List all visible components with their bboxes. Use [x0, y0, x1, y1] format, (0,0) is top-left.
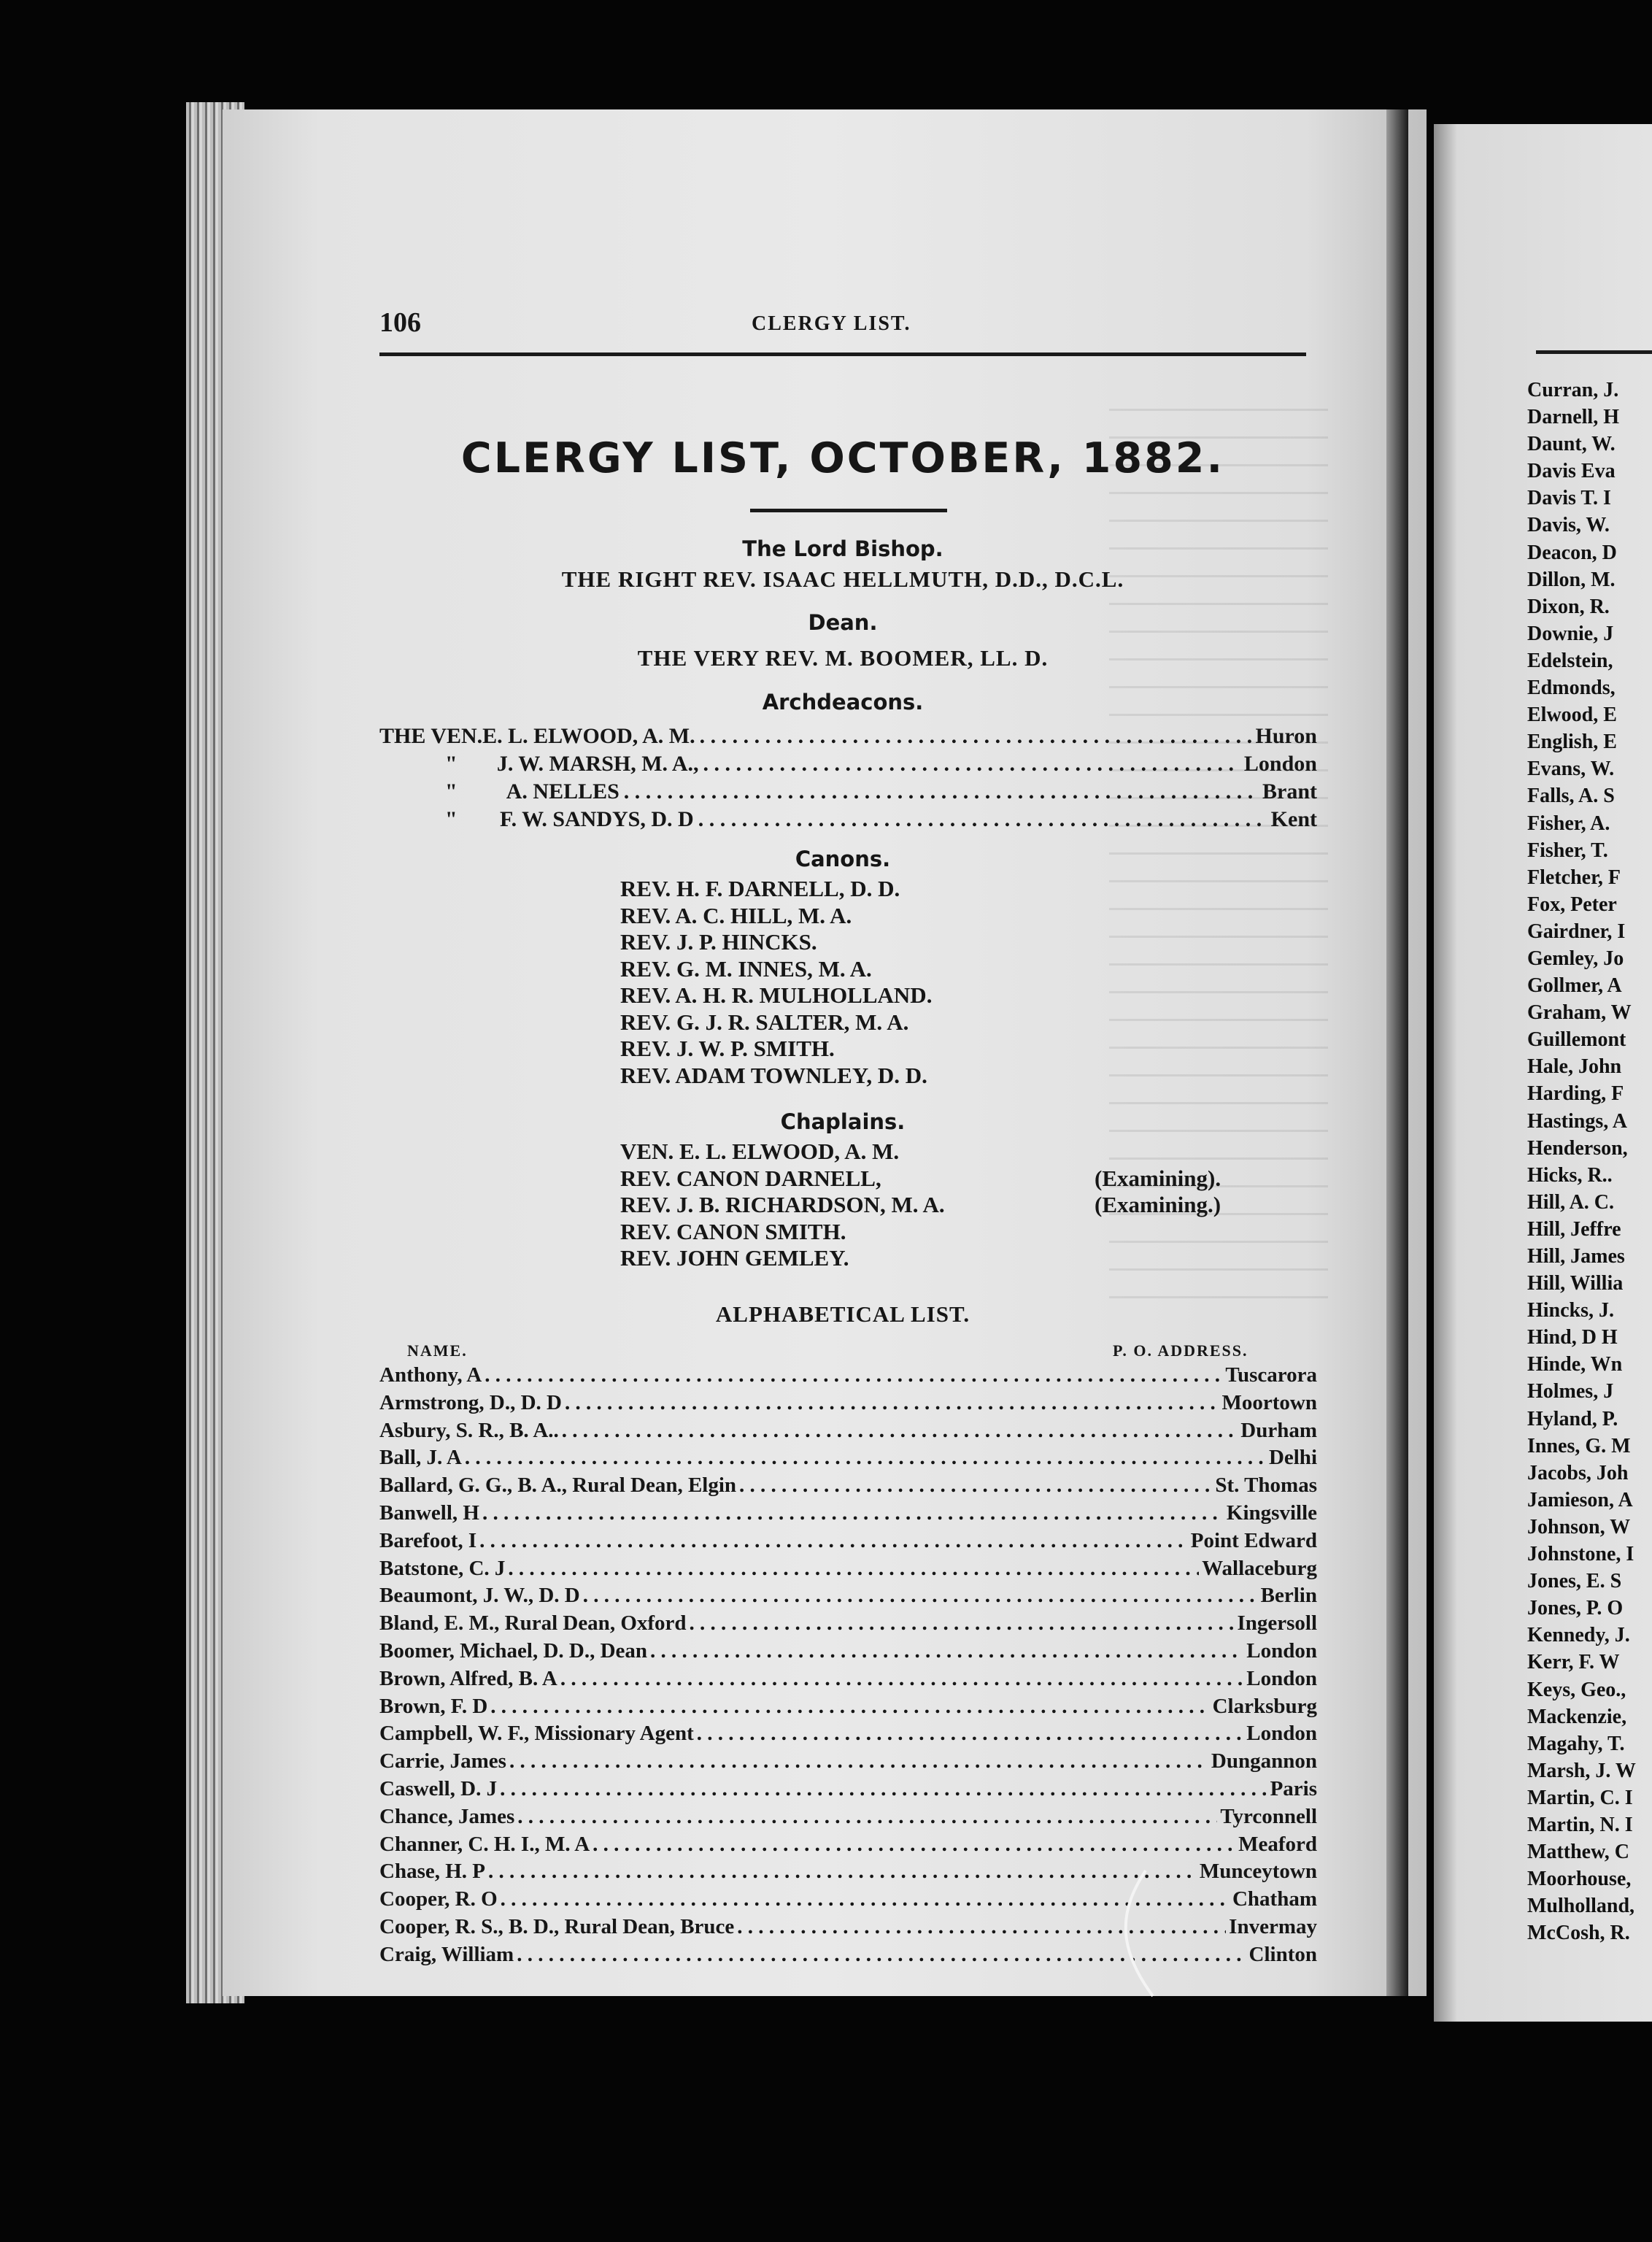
facing-page-entry: Edelstein,	[1527, 649, 1613, 672]
canon-entry: REV. G. J. R. SALTER, M. A.	[620, 1009, 909, 1035]
archdeacon-place: Kent	[1270, 807, 1317, 831]
facing-page-entry: Hicks, R..	[1527, 1163, 1613, 1187]
clergy-name: Cooper, R. S., B. D., Rural Dean, Bruce	[379, 1914, 735, 1938]
canon-entry: REV. A. C. HILL, M. A.	[620, 902, 852, 928]
canon-entry: REV. J. W. P. SMITH.	[620, 1036, 835, 1061]
post-office-address: Tyrconnell	[1220, 1804, 1317, 1828]
facing-page-entry: Gemley, Jo	[1527, 947, 1624, 970]
clergy-name: Brown, F. D	[379, 1694, 488, 1718]
leader-dots	[500, 1776, 1267, 1803]
title-rule	[750, 509, 947, 512]
leader-dots	[697, 1720, 1243, 1748]
dean-name: THE VERY REV. M. BOOMER, LL. D.	[637, 645, 1049, 671]
list-entry	[379, 1831, 1317, 1859]
archdeacon-name: J. W. MARSH, M. A.,	[496, 752, 699, 776]
facing-page-entry: Henderson,	[1527, 1136, 1628, 1160]
archdeacon-row	[379, 752, 1317, 777]
clergy-name: Bland, E. M., Rural Dean, Oxford	[379, 1611, 687, 1636]
canon-entry: REV. G. M. INNES, M. A.	[620, 955, 872, 982]
list-entry	[379, 1720, 1317, 1748]
facing-page-entry: Hill, A. C.	[1527, 1190, 1615, 1214]
facing-page-entry: Johnson, W	[1527, 1515, 1631, 1538]
clergy-name: Ball, J. A	[379, 1446, 462, 1470]
page-header	[379, 307, 1306, 350]
facing-page-entry: Mulholland,	[1527, 1895, 1635, 1918]
facing-page-entry: Curran, J.	[1527, 379, 1619, 401]
list-entry	[379, 1886, 1317, 1914]
chaplain-name: REV. CANON DARNELL,	[620, 1165, 881, 1191]
leader-dots	[703, 752, 1240, 777]
clergy-name: Boomer, Michael, D. D., Dean	[379, 1638, 648, 1663]
ditto-mark: "	[445, 807, 458, 831]
lord-bishop-heading: The Lord Bishop.	[742, 536, 943, 561]
leader-dots	[562, 1417, 1238, 1445]
film-scratch	[1108, 1865, 1166, 2003]
alphabetical-list	[379, 1362, 1317, 1969]
list-entry	[379, 1362, 1317, 1390]
list-entry	[379, 1472, 1317, 1500]
facing-page-entry: English, E	[1527, 731, 1617, 754]
facing-page-entry: Evans, W.	[1527, 758, 1615, 781]
chaplain-name: REV. JOHN GEMLEY.	[620, 1245, 849, 1271]
facing-page-entry: Hill, James	[1527, 1245, 1625, 1268]
post-office-address: Tuscarora	[1225, 1363, 1317, 1387]
chaplain-entry	[620, 1139, 945, 1166]
clergy-name: Banwell, H	[379, 1501, 479, 1525]
list-entry	[379, 1858, 1317, 1886]
facing-page-entry: Hincks, J.	[1527, 1299, 1615, 1322]
facing-page-entry: Daunt, W.	[1527, 433, 1616, 456]
facing-page-entry: Elwood, E	[1527, 704, 1617, 727]
list-entry	[379, 1555, 1317, 1583]
post-office-address: Point Edward	[1190, 1528, 1317, 1552]
ditto-mark: "	[445, 779, 458, 804]
leader-dots	[698, 807, 1267, 832]
facing-page-entry: Falls, A. S	[1527, 785, 1615, 808]
dean-heading: Dean.	[808, 610, 878, 635]
facing-page-entry: Hale, John	[1527, 1055, 1622, 1079]
canon-entry: REV. ADAM TOWNLEY, D. D.	[620, 1062, 927, 1088]
facing-page-entry: Johnstone, I	[1527, 1543, 1634, 1566]
name-column-header: NAME.	[407, 1341, 468, 1360]
list-entry	[379, 1803, 1317, 1831]
leader-dots	[485, 1362, 1222, 1390]
facing-page-entry: Dixon, R.	[1527, 595, 1610, 618]
post-office-address: Paris	[1270, 1776, 1317, 1800]
leader-dots	[739, 1472, 1212, 1500]
book-gutter	[1386, 109, 1408, 1996]
facing-page-entry: Fletcher, F	[1527, 866, 1621, 889]
facing-page-entry: Guillemont	[1527, 1028, 1626, 1052]
chaplains-list	[620, 1139, 1221, 1272]
chaplain-name: VEN. E. L. ELWOOD, A. M.	[620, 1139, 900, 1164]
clergy-name: Armstrong, D., D. D	[379, 1390, 562, 1414]
clergy-name: Batstone, C. J	[379, 1556, 506, 1580]
chaplain-note: (Examining).	[1095, 1165, 1221, 1191]
clergy-name: Chance, James	[379, 1804, 515, 1828]
facing-page-entry: Jones, E. S	[1527, 1570, 1622, 1593]
facing-page-entry: Innes, G. M	[1527, 1434, 1631, 1457]
leader-dots	[560, 1665, 1243, 1693]
facing-page-entry: Fox, Peter	[1527, 893, 1617, 916]
post-office-address: Chatham	[1232, 1887, 1317, 1911]
facing-page-entry: Fisher, T.	[1527, 839, 1608, 862]
post-office-address: London	[1246, 1666, 1317, 1690]
facing-page-entry: Hinde, Wn	[1527, 1353, 1623, 1376]
facing-page-entry: Martin, N. I	[1527, 1813, 1633, 1836]
post-office-address: Durham	[1240, 1418, 1317, 1442]
archdeacon-name: F. W. SANDYS, D. D	[500, 807, 694, 831]
address-column-header: P. O. ADDRESS.	[1113, 1341, 1248, 1360]
post-office-address: Clinton	[1248, 1942, 1317, 1966]
list-entry	[379, 1665, 1317, 1693]
list-entry	[379, 1693, 1317, 1721]
facing-page-entry: Harding, F	[1527, 1082, 1624, 1106]
post-office-address: Munceytown	[1199, 1860, 1317, 1884]
post-office-address: Kingsville	[1226, 1501, 1317, 1525]
chaplain-entry	[620, 1219, 945, 1246]
facing-page-entry: Holmes, J	[1527, 1380, 1614, 1403]
leader-dots	[565, 1390, 1219, 1417]
facing-page-entry: Hill, Willia	[1527, 1272, 1624, 1295]
clergy-name: Asbury, S. R., B. A..	[379, 1418, 559, 1442]
canons-heading: Canons.	[795, 847, 891, 871]
facing-page-entry: Martin, C. I	[1527, 1786, 1633, 1809]
leader-dots	[465, 1444, 1266, 1472]
canon-entry: REV. A. H. R. MULHOLLAND.	[620, 982, 933, 1008]
clergy-name: Caswell, D. J	[379, 1776, 498, 1800]
chaplain-entry	[620, 1192, 1221, 1219]
facing-page-entry: Hyland, P.	[1527, 1407, 1618, 1430]
archdeacon-place: Huron	[1255, 724, 1317, 748]
leader-dots	[583, 1582, 1258, 1610]
leader-dots	[517, 1803, 1217, 1831]
alphabetical-heading: ALPHABETICAL LIST.	[715, 1301, 970, 1327]
chaplains-heading: Chaplains.	[780, 1109, 906, 1134]
list-entry	[379, 1748, 1317, 1776]
ditto-mark: "	[445, 752, 458, 776]
list-entry	[379, 1528, 1317, 1555]
facing-page-entry: Mackenzie,	[1527, 1705, 1627, 1728]
facing-page-entry: Matthew, C	[1527, 1841, 1629, 1864]
facing-page-entry: Keys, Geo.,	[1527, 1678, 1626, 1701]
list-entry	[379, 1444, 1317, 1472]
post-office-address: Meaford	[1238, 1832, 1317, 1856]
post-office-address: Moortown	[1221, 1390, 1317, 1414]
list-entry	[379, 1500, 1317, 1528]
chaplain-name: REV. J. B. RICHARDSON, M. A.	[620, 1192, 945, 1217]
post-office-address: Dungannon	[1211, 1749, 1317, 1773]
leader-dots	[509, 1748, 1208, 1776]
leader-dots	[690, 1610, 1235, 1638]
archdeacon-name: A. NELLES	[506, 779, 620, 804]
leader-dots	[482, 1500, 1224, 1528]
archdeacon-row	[379, 724, 1317, 749]
post-office-address: Delhi	[1268, 1446, 1317, 1470]
list-entry	[379, 1417, 1317, 1445]
clergy-name: Anthony, A	[379, 1363, 482, 1387]
archdeacon-row	[379, 807, 1317, 832]
archdeacon-prefix: THE VEN.	[379, 724, 483, 748]
list-entry	[379, 1390, 1317, 1417]
facing-page-entry: Kennedy, J.	[1527, 1624, 1630, 1647]
list-entry	[379, 1941, 1317, 1969]
facing-page-entry: Darnell, H	[1527, 406, 1619, 429]
facing-page-entry: Jacobs, Joh	[1527, 1461, 1629, 1484]
leader-dots	[508, 1555, 1199, 1583]
post-office-address: St. Thomas	[1215, 1474, 1317, 1498]
facing-page-entry: Dillon, M.	[1527, 568, 1616, 591]
page-number: 106	[379, 307, 421, 338]
canons-list	[620, 876, 932, 1089]
list-entry	[379, 1776, 1317, 1803]
clergy-name: Barefoot, I	[379, 1528, 477, 1552]
facing-page-entry: Graham, W	[1527, 1001, 1632, 1025]
facing-page-entry: McCosh, R.	[1527, 1922, 1630, 1945]
facing-page-entry: Gollmer, A	[1527, 974, 1622, 998]
post-office-address: Ingersoll	[1237, 1611, 1317, 1636]
facing-page-entry: Moorhouse,	[1527, 1868, 1632, 1891]
leader-dots	[479, 1528, 1188, 1555]
clergy-name: Craig, William	[379, 1942, 514, 1966]
post-office-address: Wallaceburg	[1202, 1556, 1317, 1580]
leader-dots	[490, 1693, 1209, 1721]
list-entry	[379, 1638, 1317, 1665]
page-title: CLERGY LIST, OCTOBER, 1882.	[460, 434, 1225, 482]
facing-page-entry: Kerr, F. W	[1527, 1651, 1620, 1674]
post-office-address: London	[1246, 1638, 1317, 1663]
facing-page-entry: Jamieson, A	[1527, 1488, 1633, 1511]
post-office-address: Invermay	[1229, 1914, 1317, 1938]
facing-page-entry: Jones, P. O	[1527, 1597, 1624, 1620]
facing-page	[1434, 124, 1652, 2022]
post-office-address: Clarksburg	[1212, 1694, 1317, 1718]
archdeacon-place: Brant	[1262, 779, 1317, 804]
facing-page-entry: Hind, D H	[1527, 1326, 1618, 1349]
clergy-name: Cooper, R. O	[379, 1887, 498, 1911]
clergy-name: Brown, Alfred, B. A	[379, 1666, 557, 1690]
facing-page-rule	[1536, 350, 1652, 354]
facing-page-entry: Hastings, A	[1527, 1109, 1627, 1133]
chaplain-entry	[620, 1165, 1221, 1193]
facing-page-entry: Magahy, T.	[1527, 1732, 1625, 1755]
facing-page-entry: Fisher, A.	[1527, 812, 1610, 835]
clergy-name: Ballard, G. G., B. A., Rural Dean, Elgin	[379, 1474, 737, 1498]
leader-dots	[593, 1831, 1235, 1859]
facing-page-entry: Davis, W.	[1527, 514, 1610, 537]
running-head: CLERGY LIST.	[752, 312, 911, 335]
facing-page-list	[1527, 377, 1636, 1946]
facing-page-entry: Davis T. I	[1527, 487, 1611, 510]
facing-page-entry: Edmonds,	[1527, 677, 1616, 700]
list-entry	[379, 1582, 1317, 1610]
leader-dots	[700, 724, 1251, 749]
archdeacon-place: London	[1243, 752, 1317, 776]
facing-page-entry: Hill, Jeffre	[1527, 1217, 1621, 1241]
leader-dots	[650, 1638, 1243, 1665]
post-office-address: London	[1246, 1722, 1317, 1746]
post-office-address: Berlin	[1260, 1584, 1317, 1608]
clergy-name: Channer, C. H. I., M. A	[379, 1832, 590, 1856]
chaplain-note: (Examining.)	[1095, 1192, 1221, 1217]
facing-page-entry: Marsh, J. W	[1527, 1759, 1636, 1782]
lord-bishop-name: THE RIGHT REV. ISAAC HELLMUTH, D.D., D.C.L.	[561, 566, 1124, 592]
chaplain-name: REV. CANON SMITH.	[620, 1218, 846, 1244]
facing-page-entry: Downie, J	[1527, 622, 1614, 645]
canon-entry: REV. J. P. HINCKS.	[620, 929, 817, 955]
header-rule	[379, 353, 1306, 356]
facing-page-entry: Davis Eva	[1527, 460, 1616, 483]
canon-entry: REV. H. F. DARNELL, D. D.	[620, 876, 900, 901]
leader-dots	[488, 1858, 1197, 1886]
archdeacons-heading: Archdeacons.	[762, 690, 924, 714]
clergy-name: Carrie, James	[379, 1749, 506, 1773]
list-entry	[379, 1610, 1317, 1638]
list-entry	[379, 1914, 1317, 1941]
clergy-name: Campbell, W. F., Missionary Agent	[379, 1722, 694, 1746]
archdeacon-row	[379, 779, 1317, 804]
clergy-name: Chase, H. P	[379, 1860, 485, 1884]
leader-dots	[624, 779, 1258, 804]
facing-page-entry: Deacon, D	[1527, 541, 1617, 564]
chaplain-entry	[620, 1245, 945, 1272]
clergy-name: Beaumont, J. W., D. D	[379, 1584, 580, 1608]
archdeacon-name: E. L. ELWOOD, A. M.	[482, 724, 695, 748]
facing-page-entry: Gairdner, I	[1527, 920, 1626, 943]
